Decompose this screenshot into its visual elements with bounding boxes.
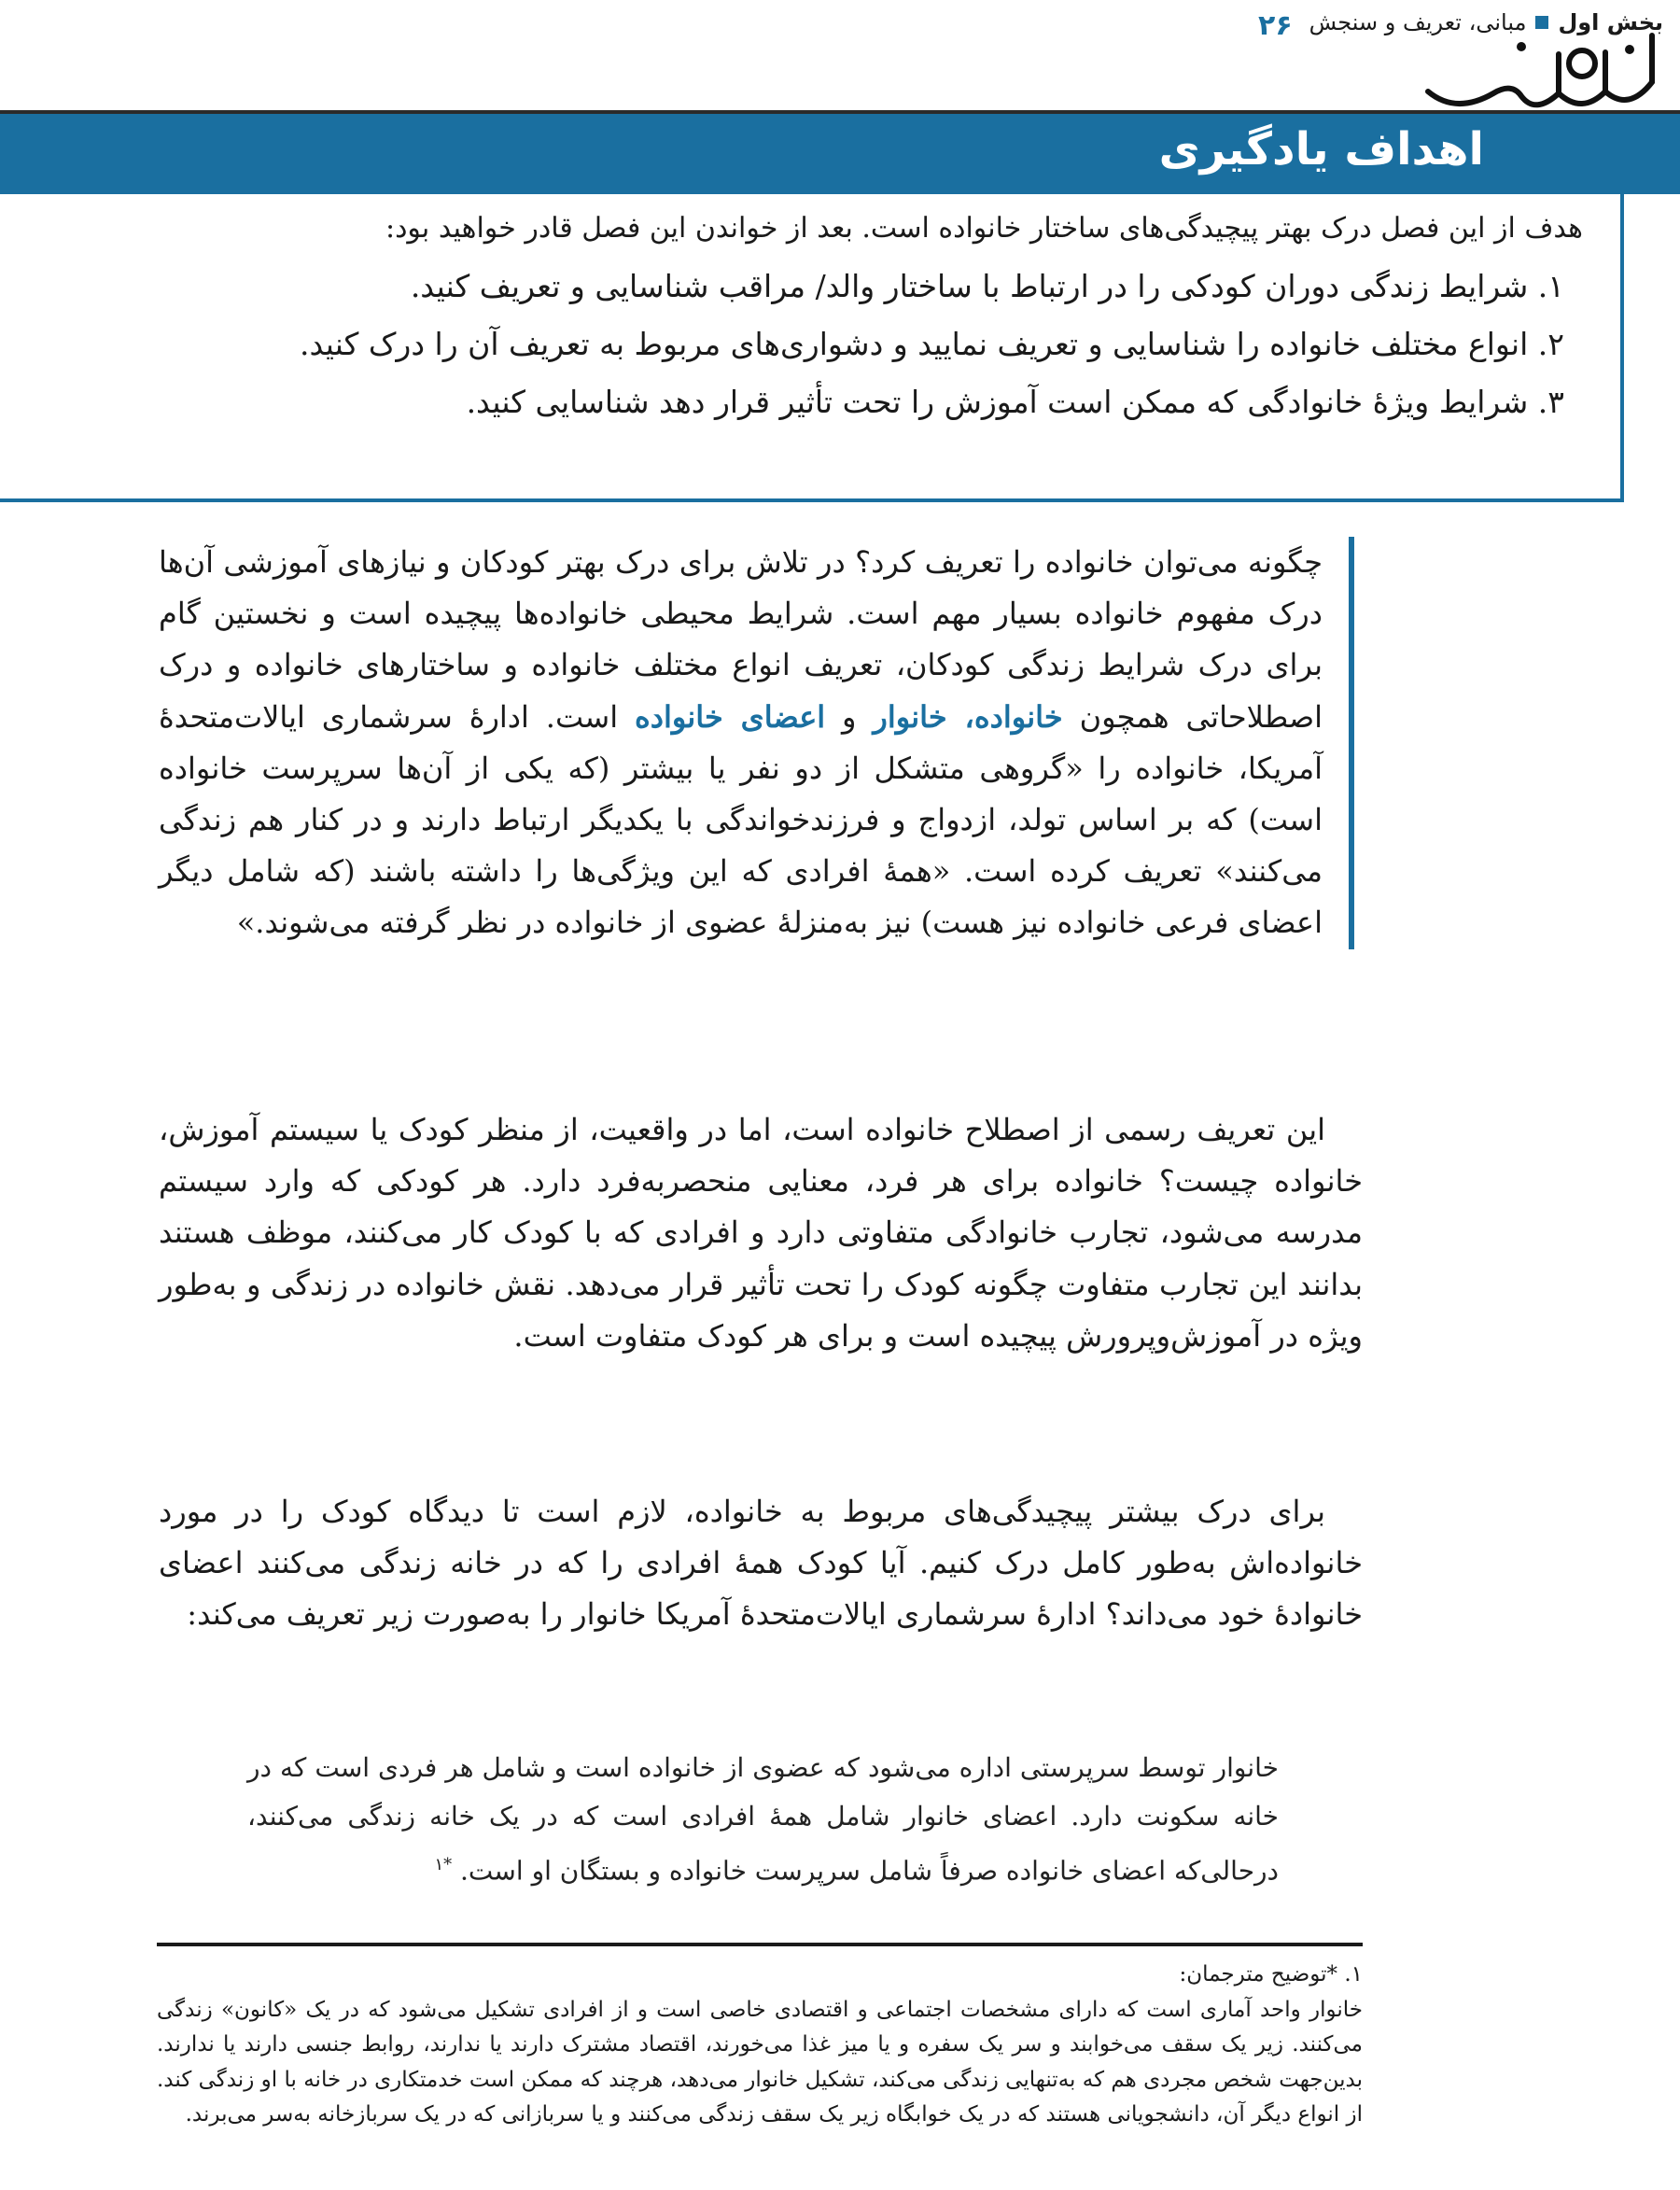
footnote-divider <box>157 1943 1363 1946</box>
footnote-reference: *۱ <box>434 1855 453 1874</box>
objective-item: ۳. شرایط ویژهٔ خانوادگی که ممکن است آموزش را تحت تأثیر قرار دهد شناسایی کنید. <box>466 384 1564 420</box>
quote-text: خانوار توسط سرپرستی اداره می‌شود که عضوی از خانواده است و شامل هر فردی است که در خانه سکونت دارد. اعضای خانوار شامل همهٔ افرادی است که در یک خانه زندگی می‌کنند، درحالی‌که اعضای خانواده صرفاً شامل سرپرست خانواده و بستگان او است. <box>247 1752 1279 1887</box>
footnote <box>157 1958 1363 2133</box>
part-label: بخش اول <box>1558 9 1663 35</box>
body-paragraph-2: برای درک بیشتر پیچیدگی‌های مربوط به خانواده، لازم است تا دیدگاه کودک را در مورد خانواده‌اش به‌طور کامل درک کنیم. آیا کودک همهٔ افرادی را که در خانه زندگی می‌کنند اعضای خانوادهٔ خود می‌داند؟ ادارهٔ سرشماری ایالات‌متحدهٔ آمریکا خانوار را به‌صورت زیر تعریف می‌کند: <box>159 1494 1363 1633</box>
intro-highlight-block <box>159 537 1354 949</box>
objective-item: ۲. انواع مختلف خانواده را شناسایی و تعریف نمایید و دشواری‌های مربوط به تعریف آن را درک کنید. <box>299 326 1564 362</box>
objectives-box <box>0 194 1624 502</box>
footnote-title: ۱. *توضیح مترجمان: <box>1179 1962 1363 1986</box>
and-word: و <box>842 698 857 735</box>
body-paragraph-1: این تعریف رسمی از اصطلاح خانواده است، اما در واقعیت، از منظر کودک یا سیستم آموزش، خانواده چیست؟ خانواده برای هر فرد، معنایی منحصربه‌فرد دارد. هر کودکی که وارد سیستم مدرسه می‌شود، تجارب خانوادگی متفاوتی دارد و افرادی که با کودک کار می‌کنند، موظف هستند بدانند این تجارب متفاوت چگونه کودک را تحت تأثیر قرار می‌دهد. نقش خانواده در زندگی و به‌طور ویژه در آموزش‌وپرورش پیچیده است و برای هر کودک متفاوت است. <box>159 1112 1363 1354</box>
intro-paragraph <box>159 537 1349 949</box>
objective-item: ۱. شرایط زندگی دوران کودکی را در ارتباط با ساختار والد/ مراقب شناسایی و تعریف کنید. <box>410 268 1564 304</box>
footnote-text: خانوار واحد آماری است که دارای مشخصات اجتماعی و اقتصادی خاصی است و از افرادی تشکیل می‌شود که در یک «کانون» زندگی می‌کنند. زیر یک سقف می‌خوابند و سر یک سفره و یا میز غذا می‌خورند، اقتصاد مشترک دارند یا ندارند، روابط جنسی دارند یا ندارند. بدین‌جهت شخص مجردی هم که به‌تنهایی زندگی می‌کند، تشکیل خانوار می‌دهد، هرچند که ممکن است خدمتکاری در خانه با او زندگی کند. از انواع دیگر آن، دانشجویانی هستند که در یک خوابگاه زیر یک سقف زندگی می‌کنند و یا سربازانی که در یک سربازخانه به‌سر می‌برند. <box>157 1997 1363 2127</box>
objectives-intro: هدف از این فصل درک بهتر پیچیدگی‌های ساختار خانواده است. بعد از خواندن این فصل قادر خواهید بود: <box>385 212 1583 245</box>
is-word: است. <box>545 698 619 735</box>
intro-text-a: چگونه می‌توان خانواده را تعریف کرد؟ در تلاش برای درک بهتر کودکان و نیازهای آموزشی آن‌ها درک مفهوم خانواده بسیار مهم است. شرایط محیطی خانواده‌ها پیچیده است و نخستین گام برای درک شرایط زندگی کودکان، تعریف انواع مختلف خانواده و ساختارهای خانواده و درک اصطلاحاتی همچون <box>159 544 1323 735</box>
objectives-banner <box>0 110 1680 194</box>
household-definition-quote <box>247 1744 1279 1895</box>
intro-text-b: ادارهٔ سرشماری ایالات‌متحدهٔ آمریکا، خانواده را «گروهی متشکل از دو نفر یا بیشتر (که یکی از آن‌ها سرپرست خانواده است) که بر اساس تولد، ازدواج و فرزندخواندگی با یکدیگر ارتباط دارند و در کنار هم زندگی می‌کنند» تعریف کرده است. «همهٔ افرادی که این ویژگی‌ها را داشته باشند (که شامل دیگر اعضای فرعی خانواده نیز هست) نیز به‌منزلهٔ عضوی از خانواده در نظر گرفته می‌شوند.» <box>159 698 1323 941</box>
part-subtitle: مبانی، تعریف و سنجش <box>1309 9 1527 35</box>
keyword-family-members: اعضای خانواده <box>634 698 826 735</box>
keyword-family-household: خانواده، خانوار <box>873 698 1063 735</box>
objectives-list <box>52 258 1564 431</box>
page-number: ۲۶ <box>1258 9 1293 42</box>
banner-title: اهداف یادگیری <box>1158 123 1484 175</box>
